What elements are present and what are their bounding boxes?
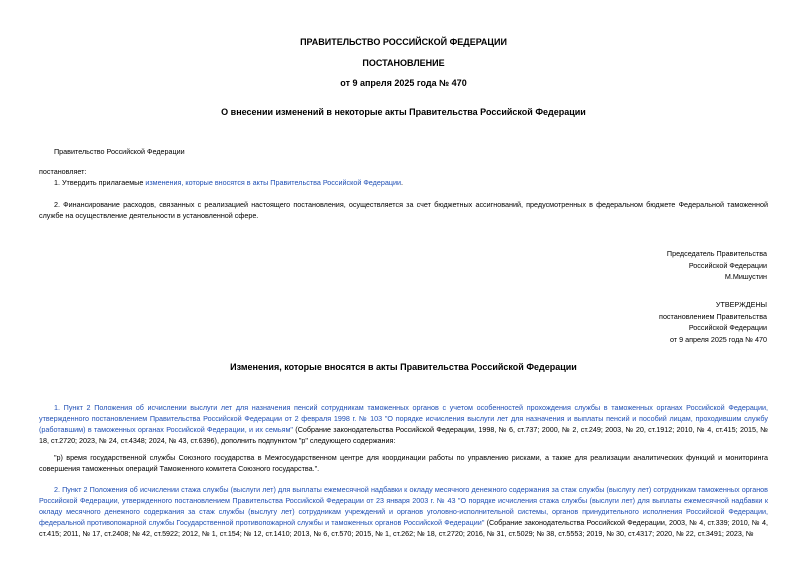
item-1 xyxy=(54,177,774,188)
doc-type-heading: ПОСТАНОВЛЕНИЕ xyxy=(362,58,445,68)
change-2-link[interactable]: 2. Пункт 2 Положения об исчислении стажа службы (выслуги лет) для выплаты ежемесячной надбавки к окладу месячного денежного содержания за стаж службы (выслугу лет) сотрудникам таможенных органов Российской Федерации, утвержденного постановлением Правительства Российской Федерации от 23 января 2003 г. № 43 "О порядке исчисления стажа службы (выслуги лет) для выплаты ежемесячной надбавки к окладу месячного денежного содержания за стаж службы (выслугу лет) сотрудникам учреждений и органов уголовно-исполнительной системы, органов принудительного исполнения Российской Федерации, федеральной противопожарной службы Государственной противопожарной службы и таможенных органов Российской Федерации" xyxy=(39,485,768,527)
change-1-text: (Собрание законодательства Российской Федерации, 1998, № 6, ст.737; 2000, № 2, ст.249; 2003, № 20, ст.1912; 2010, № 4, ст.415; 2015, № 18, ст.2720; 2023, № 24, ст.4348; 2024, № 43, ст.6396), дополнить подпунктом "р" следующего содержания: xyxy=(39,425,768,445)
change-paragraph-1 xyxy=(39,402,768,446)
signature-line-2: Российской Федерации xyxy=(688,260,767,270)
change-1-link[interactable]: 1. Пункт 2 Положения об исчислении выслуги лет для назначения пенсий сотрудникам таможенных органов с учетом особенностей прохождения службы в таможенных органах Российской Федерации, утвержденного постановлением Правительства Российской Федерации от 2 февраля 1998 г. № 103 "О порядке исчисления выслуги лет для назначения и выплаты пенсий и пособий лицам, проходившим службу (работавшим) в таможенных органах Российской Федерации, и их семьям" xyxy=(39,403,768,434)
government-heading: ПРАВИТЕЛЬСТВО РОССИЙСКОЙ ФЕДЕРАЦИИ xyxy=(300,37,507,47)
signature-line-1: Председатель Правительства xyxy=(666,249,767,258)
item-1-suffix: . xyxy=(400,178,403,187)
change-quote: "р) время государственной службы Союзного государства в Межгосударственном центре для координации работы по управлению рисками, а также для реализации аналитических функций и мониторинга совершения таможенных операций Таможенного комитета Союзного государства.". xyxy=(39,453,768,473)
signature-line-3: М.Мишустин xyxy=(724,272,767,281)
changes-link[interactable]: изменения, которые вносятся в акты Правительства Российской Федерации xyxy=(145,178,401,187)
approved-line-2: постановлением Правительства xyxy=(659,311,767,321)
change-paragraph-2 xyxy=(39,484,768,539)
approved-line-4: от 9 апреля 2025 года № 470 xyxy=(669,334,767,344)
changes-title: Изменения, которые вносятся в акты Правительства Российской Федерации xyxy=(230,362,577,372)
item-2: 2. Финансирование расходов, связанных с реализацией настоящего постановления, осуществляется за счет бюджетных ассигнований, предусмотренных в федеральном бюджете Федеральной таможенной службе на осуществление деятельности в установленной сфере. xyxy=(39,200,768,220)
item-1-prefix: 1. Утвердить прилагаемые xyxy=(54,178,146,187)
decides-line: постановляет: xyxy=(39,167,87,176)
approved-line-1: УТВЕРЖДЕНЫ xyxy=(715,300,767,309)
date-number: от 9 апреля 2025 года № 470 xyxy=(340,78,467,88)
approved-block xyxy=(659,299,767,345)
approved-line-3: Российской Федерации xyxy=(688,323,767,332)
change-2-text: (Собрание законодательства Российской Федерации, 2003, № 4, ст.339; 2010, № 4, ст.415; 2011, № 17, ст.2408; № 42, ст.5922; 2012, № 1, ст.154; № 12, ст.1410; 2013, № 6, ст.570; 2015, № 1, ст.262; № 18, ст.2720; 2016, № 31, ст.5029; № 38, ст.5553; 2019, № 30, ст.4317; 2020, № 22, ст.3491; 2023, № xyxy=(39,518,769,538)
document-title: О внесении изменений в некоторые акты Правительства Российской Федерации xyxy=(221,107,586,117)
signature-block xyxy=(667,248,767,283)
subject-line: Правительство Российской Федерации xyxy=(54,147,185,156)
